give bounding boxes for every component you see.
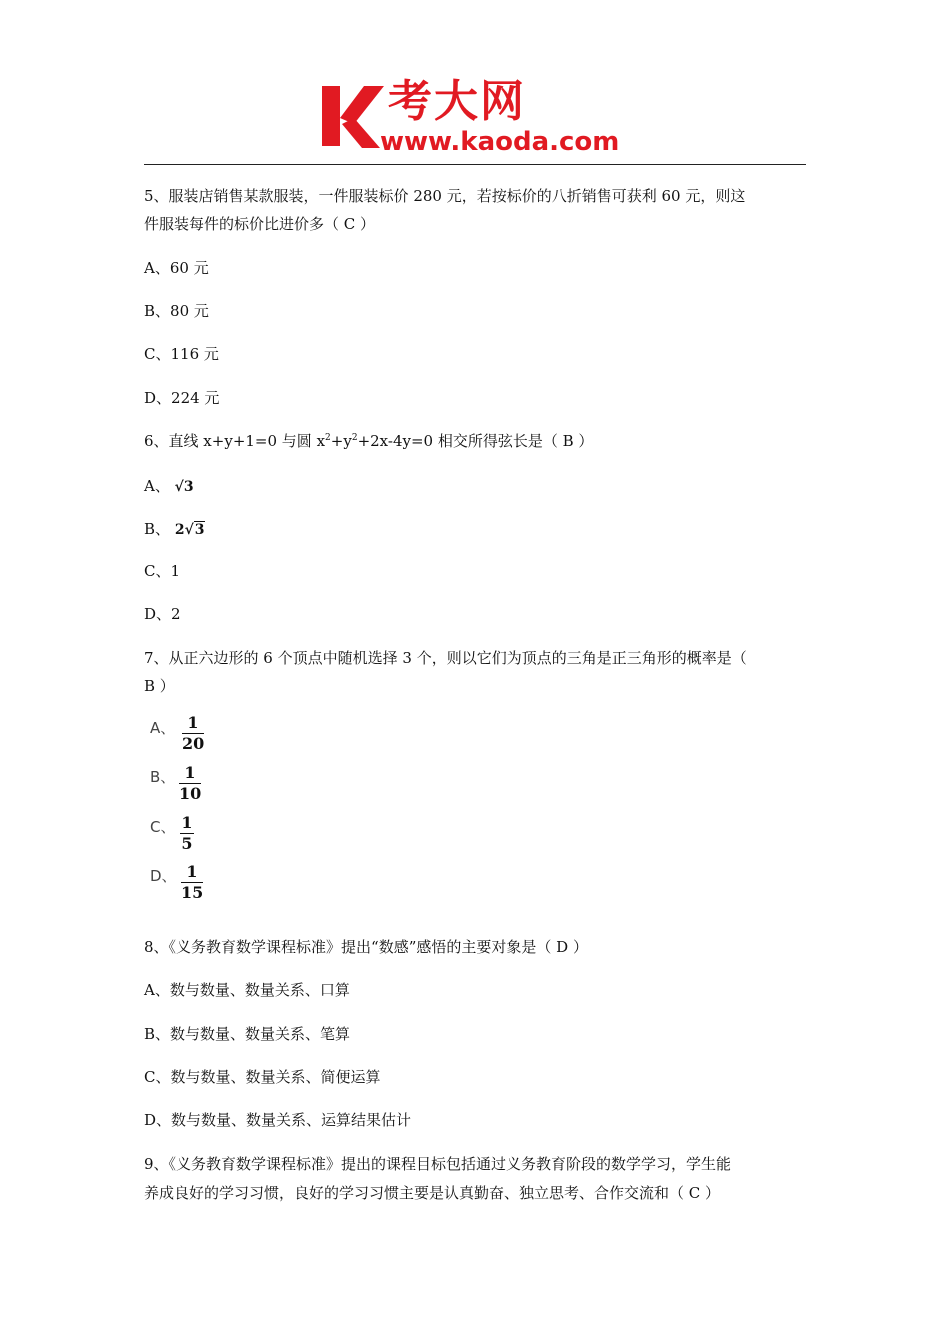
q7-option-a-label: A、 — [150, 719, 176, 737]
2sqrt3-formula: 2√3 — [174, 522, 205, 538]
q7-option-b-fraction: 1 10 — [179, 763, 202, 803]
q5-option-d: D、224 元 — [144, 389, 220, 407]
q8-option-c: C、数与数量、数量关系、简便运算 — [144, 1068, 381, 1086]
q5-option-b: B、80 元 — [144, 302, 209, 320]
q8-stem: 8、《义务教育数学课程标准》提出“数感”感悟的主要对象是（ D ） — [144, 938, 588, 956]
q6-option-c: C、1 — [144, 562, 181, 580]
sqrt3-formula: √3 — [174, 479, 194, 495]
header-divider — [144, 164, 806, 165]
kaoda-logo — [318, 76, 648, 160]
q6-option-a: A、 √3 — [144, 477, 194, 495]
q7-option-a-fraction: 1 20 — [182, 713, 205, 753]
q7-stem-line2: B ） — [144, 677, 175, 695]
q5-stem-line1: 5、服装店销售某款服装，一件服装标价 280 元，若按标价的八折销售可获利 60 元，则这 — [144, 187, 746, 205]
k-logo-icon — [318, 80, 388, 152]
q7-option-d-fraction: 1 15 — [181, 862, 204, 902]
q6-option-d: D、2 — [144, 605, 181, 623]
q7-stem-line1: 7、从正六边形的 6 个顶点中随机选择 3 个，则以它们为顶点的三角是正三角形的概率是（ — [144, 649, 747, 667]
q5-option-a: A、60 元 — [144, 259, 209, 277]
logo-url: www.kaoda.com — [380, 127, 620, 157]
q5-stem-line2: 件服装每件的标价比进价多（ C ） — [144, 215, 376, 233]
q8-option-d: D、数与数量、数量关系、运算结果估计 — [144, 1111, 412, 1129]
q9-stem-line1: 9、《义务教育数学课程标准》提出的课程目标包括通过义务教育阶段的数学学习，学生能 — [144, 1155, 732, 1173]
q6-option-b: B、 2√3 — [144, 520, 205, 538]
q8-option-b: B、数与数量、数量关系、笔算 — [144, 1025, 351, 1043]
q9-stem-line2: 养成良好的学习习惯，良好的学习习惯主要是认真勤奋、独立思考、合作交流和（ C ） — [144, 1184, 721, 1202]
logo-title: 考大网 — [388, 76, 526, 127]
q7-option-c-fraction: 1 5 — [181, 813, 193, 853]
q7-option-d-label: D、 — [150, 867, 177, 885]
q7-option-c-label: C、 — [150, 818, 176, 836]
q5-option-c: C、116 元 — [144, 345, 219, 363]
q8-option-a: A、数与数量、数量关系、口算 — [144, 981, 350, 999]
q7-option-b-label: B、 — [150, 768, 176, 786]
q6-stem: 6、直线 x+y+1=0 与圆 $x^2+y^2+2x-4y=0$ 相交所得弦长是（ B ） — [144, 432, 594, 450]
